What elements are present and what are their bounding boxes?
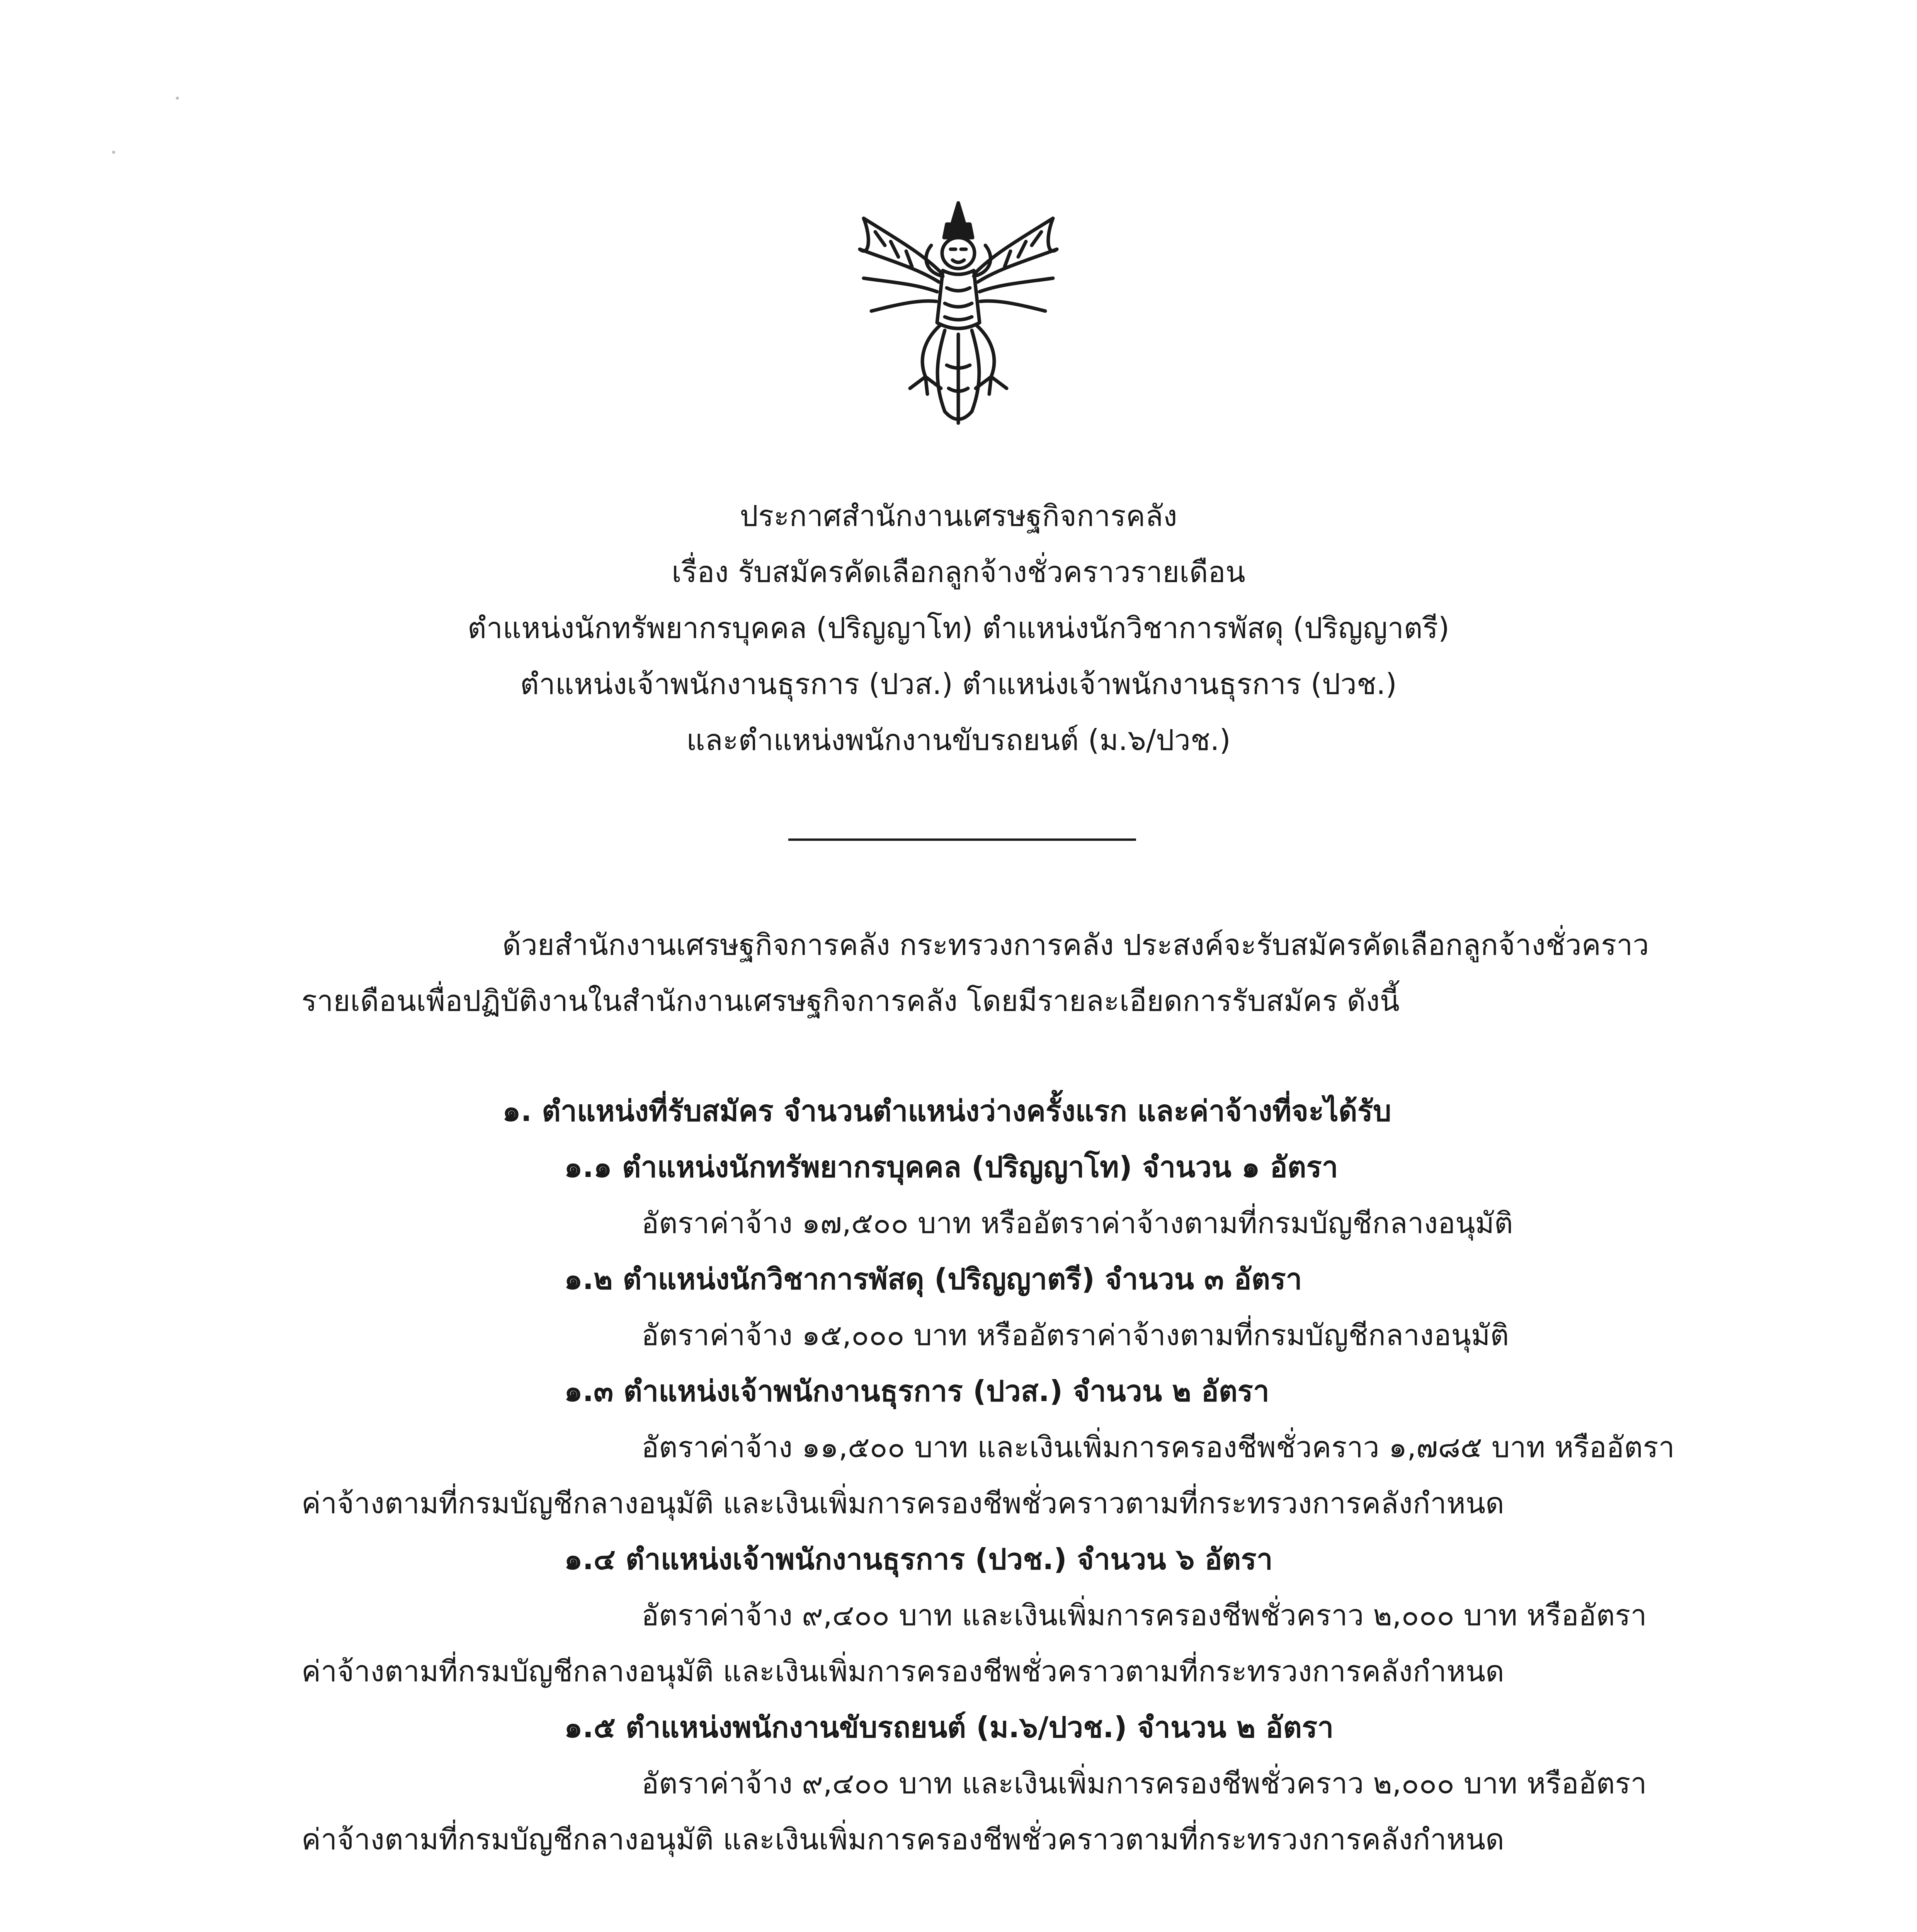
position-1-1-title: ๑.๑ ตำแหน่งนักทรัพยากรบุคคล (ปริญญาโท) จำนวน ๑ อัตรา — [564, 1150, 1338, 1184]
position-1-4-wage-cont: ค่าจ้างตามที่กรมบัญชีกลางอนุมัติ และเงินเพิ่มการครองชีพชั่วคราวตามที่กระทรวงการคลังกำหนด — [301, 1654, 1504, 1688]
positions-line-1: ตำแหน่งนักทรัพยากรบุคคล (ปริญญาโท) ตำแหน่งนักวิชาการพัสดุ (ปริญญาตรี) — [468, 611, 1449, 645]
position-1-4-wage: อัตราค่าจ้าง ๙,๔๐๐ บาท และเงินเพิ่มการครองชีพชั่วคราว ๒,๐๐๐ บาท หรืออัตรา — [641, 1598, 1647, 1632]
position-1-3-title: ๑.๓ ตำแหน่งเจ้าพนักงานธุรการ (ปวส.) จำนวน ๒ อัตรา — [564, 1374, 1269, 1408]
position-1-4-title: ๑.๔ ตำแหน่งเจ้าพนักงานธุรการ (ปวช.) จำนวน ๖ อัตรา — [564, 1542, 1273, 1576]
section-1-heading: ๑. ตำแหน่งที่รับสมัคร จำนวนตำแหน่งว่างครั้งแรก และค่าจ้างที่จะได้รับ — [502, 1094, 1391, 1128]
position-1-5-title: ๑.๕ ตำแหน่งพนักงานขับรถยนต์ (ม.๖/ปวช.) จำนวน ๒ อัตรา — [564, 1710, 1334, 1744]
announcement-subject: เรื่อง รับสมัครคัดเลือกลูกจ้างชั่วคราวรายเดือน — [672, 555, 1245, 589]
position-1-2-wage: อัตราค่าจ้าง ๑๕,๐๐๐ บาท หรืออัตราค่าจ้างตามที่กรมบัญชีกลางอนุมัติ — [641, 1318, 1509, 1352]
position-1-1-wage: อัตราค่าจ้าง ๑๗,๕๐๐ บาท หรืออัตราค่าจ้างตามที่กรมบัญชีกลางอนุมัติ — [641, 1206, 1513, 1240]
positions-line-3: และตำแหน่งพนักงานขับรถยนต์ (ม.๖/ปวช.) — [686, 723, 1231, 757]
intro-paragraph: ด้วยสำนักงานเศรษฐกิจการคลัง กระทรวงการคลัง ประสงค์จะรับสมัครคัดเลือกลูกจ้างชั่วคราว — [502, 928, 1649, 962]
position-1-5-wage-cont: ค่าจ้างตามที่กรมบัญชีกลางอนุมัติ และเงินเพิ่มการครองชีพชั่วคราวตามที่กระทรวงการคลังกำหนด — [301, 1822, 1504, 1856]
garuda-emblem-icon — [848, 195, 1068, 427]
scan-speck — [112, 151, 115, 154]
positions-line-2: ตำแหน่งเจ้าพนักงานธุรการ (ปวส.) ตำแหน่งเจ้าพนักงานธุรการ (ปวช.) — [520, 667, 1397, 701]
announcement-title: ประกาศสำนักงานเศรษฐกิจการคลัง — [740, 499, 1177, 533]
header-divider — [788, 838, 1136, 841]
position-1-3-wage: อัตราค่าจ้าง ๑๑,๕๐๐ บาท และเงินเพิ่มการครองชีพชั่วคราว ๑,๗๘๕ บาท หรืออัตรา — [641, 1430, 1675, 1464]
intro-paragraph-cont: รายเดือนเพื่อปฏิบัติงานในสำนักงานเศรษฐกิจการคลัง โดยมีรายละเอียดการรับสมัคร ดังนี้ — [301, 984, 1400, 1018]
position-1-5-wage: อัตราค่าจ้าง ๙,๔๐๐ บาท และเงินเพิ่มการครองชีพชั่วคราว ๒,๐๐๐ บาท หรืออัตรา — [641, 1766, 1647, 1800]
position-1-3-wage-cont: ค่าจ้างตามที่กรมบัญชีกลางอนุมัติ และเงินเพิ่มการครองชีพชั่วคราวตามที่กระทรวงการคลังกำหนด — [301, 1486, 1504, 1520]
scan-speck — [176, 97, 179, 100]
position-1-2-title: ๑.๒ ตำแหน่งนักวิชาการพัสดุ (ปริญญาตรี) จำนวน ๓ อัตรา — [564, 1262, 1302, 1296]
